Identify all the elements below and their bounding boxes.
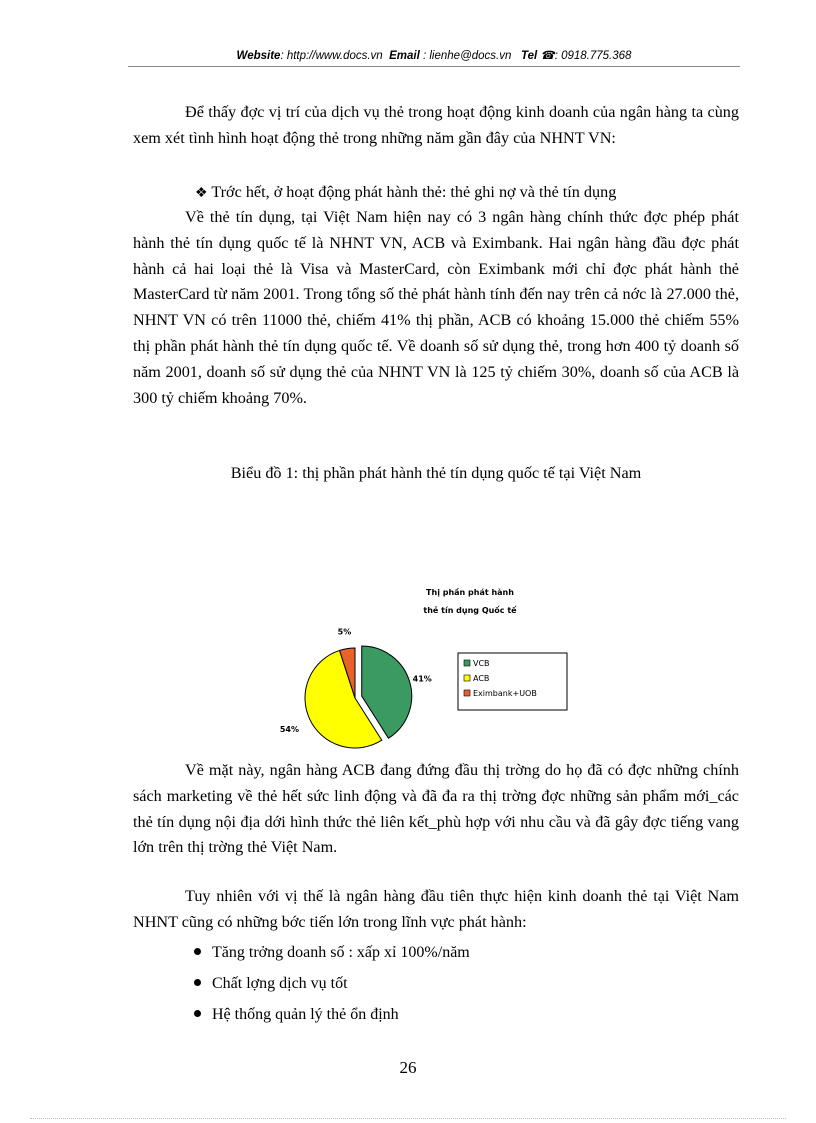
pie-data-label: 41% [412, 674, 432, 684]
chart-title-line-2: thẻ tín dụng Quốc tế [423, 606, 517, 615]
email-value: : lienhe@docs.vn [422, 50, 512, 62]
header-divider [128, 66, 740, 67]
legend-label: Eximbank+UOB [473, 689, 537, 698]
list-item: Tăng trởng doanh số : xấp xỉ 100%/năm [194, 944, 470, 962]
bullet-icon [194, 979, 201, 986]
legend-swatch [464, 690, 470, 696]
phone-icon: ☎ [540, 50, 555, 62]
legend-label: ACB [473, 674, 490, 683]
legend-swatch [464, 660, 470, 666]
acb-paragraph: Về mặt này, ngân hàng ACB đang đứng đầu thị trờng do họ đã có đợc những chính sách marketing về thẻ hết sức linh động và đã đa ra thị trờng đợc những sản phẩm mới_các thẻ tín dụng nội địa dới hình thức thẻ liên kết_phù hợp với nhu cầu và đã gây đợc tiếng vang lớn trên thị trờng thẻ Việt Nam. [133, 761, 739, 857]
page-header [128, 48, 740, 62]
diamond-bullet-item [195, 180, 616, 206]
credit-card-paragraph: Về thẻ tín dụng, tại Việt Nam hiện nay có 3 ngân hàng chính thức đợc phép phát hành thẻ tín dụng quốc tế là NHNT VN, ACB và Eximbank. Hai ngân hàng đầu đợc phát hành cả hai loại thẻ là Visa và MasterCard, còn Eximbank mới chỉ đợc phát hành thẻ MasterCard từ năm 2001. Trong tổng số thẻ phát hành tính đến nay trên cả nớc là 27.000 thẻ, NHNT VN có trên 11000 thẻ, chiếm 41% thị phần, ACB có khoảng 15.000 thẻ chiếm 55% thị phần phát hành thẻ tín dụng quốc tế. Về doanh số sử dụng thẻ, trong hơn 400 tỷ doanh số năm 2001, doanh số sử dụng thẻ của NHNT VN là 125 tỷ chiếm 30%, doanh số của ACB là 300 tỷ chiếm khoảng 70%. [133, 208, 739, 407]
list-item: Hệ thống quản lý thẻ ổn định [194, 1006, 399, 1024]
chart-title-line-1: Thị phần phát hành [426, 588, 514, 597]
legend-swatch [464, 675, 470, 681]
tel-label: Tel [520, 50, 538, 62]
pie-chart [265, 580, 585, 755]
legend-label: VCB [473, 659, 490, 668]
website-value: : http://www.docs.vn [280, 50, 383, 62]
bullet-icon [194, 948, 201, 955]
website-label: Website [236, 50, 281, 62]
pie-data-label: 54% [279, 724, 299, 734]
nhnt-paragraph: Tuy nhiên với vị thế là ngân hàng đầu tiên thực hiện kinh doanh thẻ tại Việt Nam NHNT cũng có những bớc tiến lớn trong lĩnh vực phát hành: [133, 887, 739, 931]
diamond-bullet-text: Trớc hết, ở hoạt động phát hành thẻ: thẻ ghi nợ và thẻ tín dụng [211, 183, 617, 201]
page-number: 26 [399, 1058, 417, 1077]
footer-divider [30, 1118, 786, 1119]
figure-caption: Biểu đồ 1: thị phần phát hành thẻ tín dụng quốc tế tại Việt Nam [230, 464, 642, 482]
pie-data-label: 5% [337, 627, 352, 637]
intro-paragraph: Để thấy đợc vị trí của dịch vụ thẻ trong hoạt động kinh doanh của ngân hàng ta cùng xem xét tình hình hoạt động thẻ trong những năm gần đây của NHNT VN: [133, 103, 739, 147]
list-item: Chất lợng dịch vụ tốt [194, 975, 348, 993]
tel-value: : 0918.775.368 [554, 50, 632, 62]
chart-legend [458, 653, 567, 710]
diamond-bullet-icon: ❖ [195, 186, 208, 201]
bullet-icon [194, 1010, 201, 1017]
email-label: Email [389, 50, 420, 62]
